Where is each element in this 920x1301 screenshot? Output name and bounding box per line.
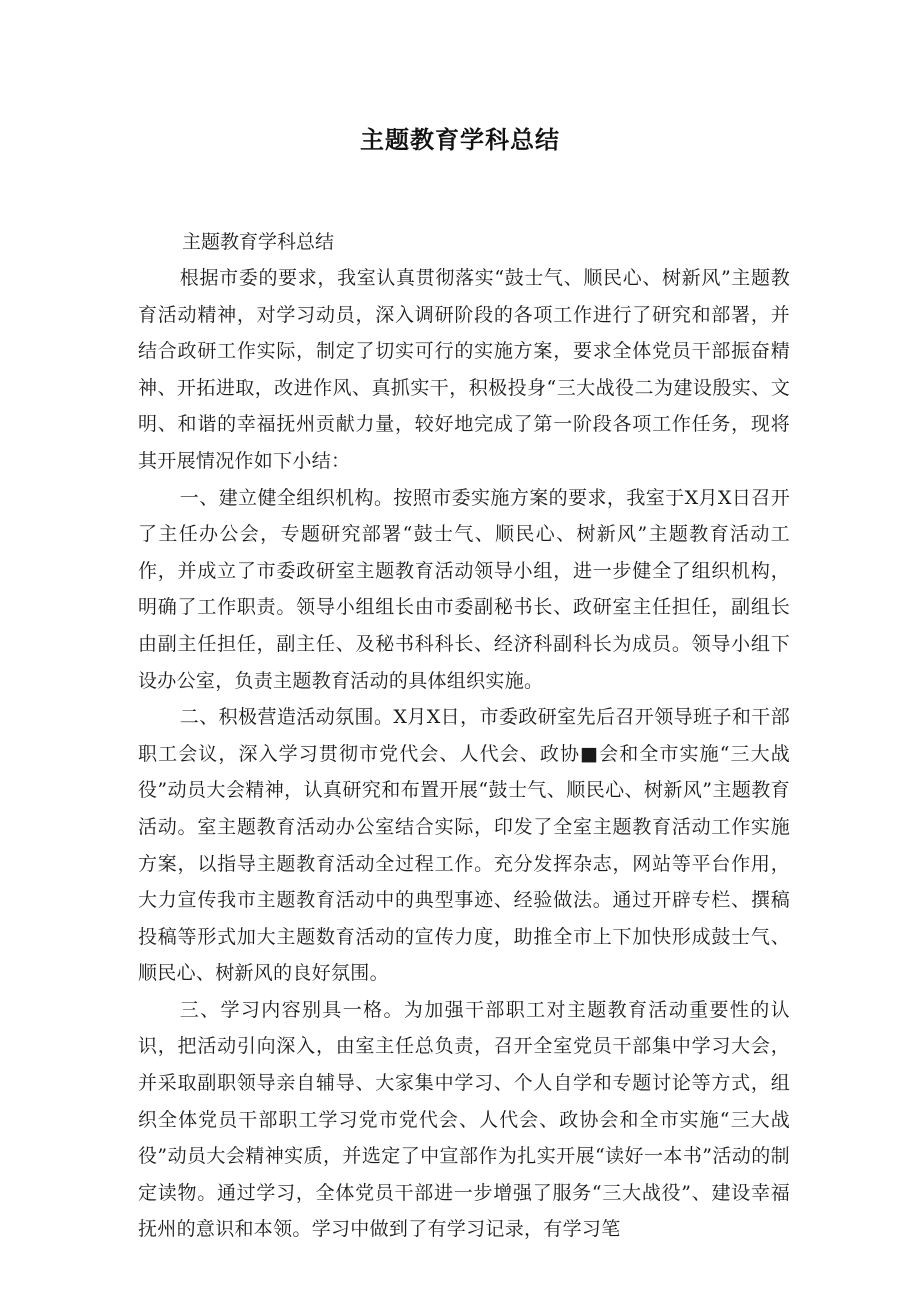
paragraph-intro: 根据市委的要求，我室认真贯彻落实“鼓士气、顺民心、树新风”主题教育活动精神，对学习动员，深入调研阶段的各项工作进行了研究和部署，并结合政研工作实际，制定了切实可行的实施方案，要求全体党员干部振奋精神、开拓进取，改进作风、真抓实干，积极投身“三大战役二为建设殷实、文明、和谐的幸福抚州贡献力量，较好地完成了第一阶段各项工作任务，现将其开展情况作如下小结： xyxy=(138,267,790,472)
paragraph-organization: 一、建立健全组织机构。按照市委实施方案的要求，我室于X月X日召开了主任办公会，专题研究部署“鼓士气、顺民心、树新风”主题教育活动工作，并成立了市委政研室主题教育活动领导小组，进一步健全了组织机构，明确了工作职责。领导小组组长由市委副秘书长、政研室主任担任，副组长由副主任担任，副主任、及秘书科科长、经济科副科长为成员。领导小组下设办公室，负责主题教育活动的具体组织实施。 xyxy=(138,486,790,692)
paragraph-study: 三、学习内容别具一格。为加强干部职工对主题教育活动重要性的认识，把活动引向深入，由室主任总负责，召开全室党员干部集中学习大会，并采取副职领导亲自辅导、大家集中学习、个人自学和专题讨论等方式，组织全体党员干部职工学习党市党代会、人代会、政协会和全市实施“三大战役”动员大会精神实质，并选定了中宣部作为扎实开展“读好一本书”活动的制定读物。通过学习，全体党员干部进一步增强了服务“三大战役”、建设幸福抚州的意识和本领。学习中做到了有学习记录，有学习笔 xyxy=(138,998,790,1241)
paragraph-atmosphere: 二、积极营造活动氛围。X月X日，市委政研室先后召开领导班子和干部职工会议，深入学习贯彻市党代会、人代会、政协■会和全市实施“三大战役”动员大会精神，认真研究和布置开展“鼓士气、顺民心、树新风”主题教育活动。室主题教育活动办公室结合实际，印发了全室主题教育活动工作实施方案，以指导主题教育活动全过程工作。充分发挥杂志，网站等平台作用，大力宣传我市主题教育活动中的典型事迹、经验做法。通过开辟专栏、撰稿投稿等形式加大主题数育活动的宣传力度，助推全市上下加快形成鼓士气、顺民心、树新风的良好氛围。 xyxy=(138,706,790,985)
document-subtitle: 主题教育学科总结 xyxy=(182,231,335,253)
document-title: 主题教育学科总结 xyxy=(360,126,560,154)
document-body xyxy=(138,224,790,1248)
